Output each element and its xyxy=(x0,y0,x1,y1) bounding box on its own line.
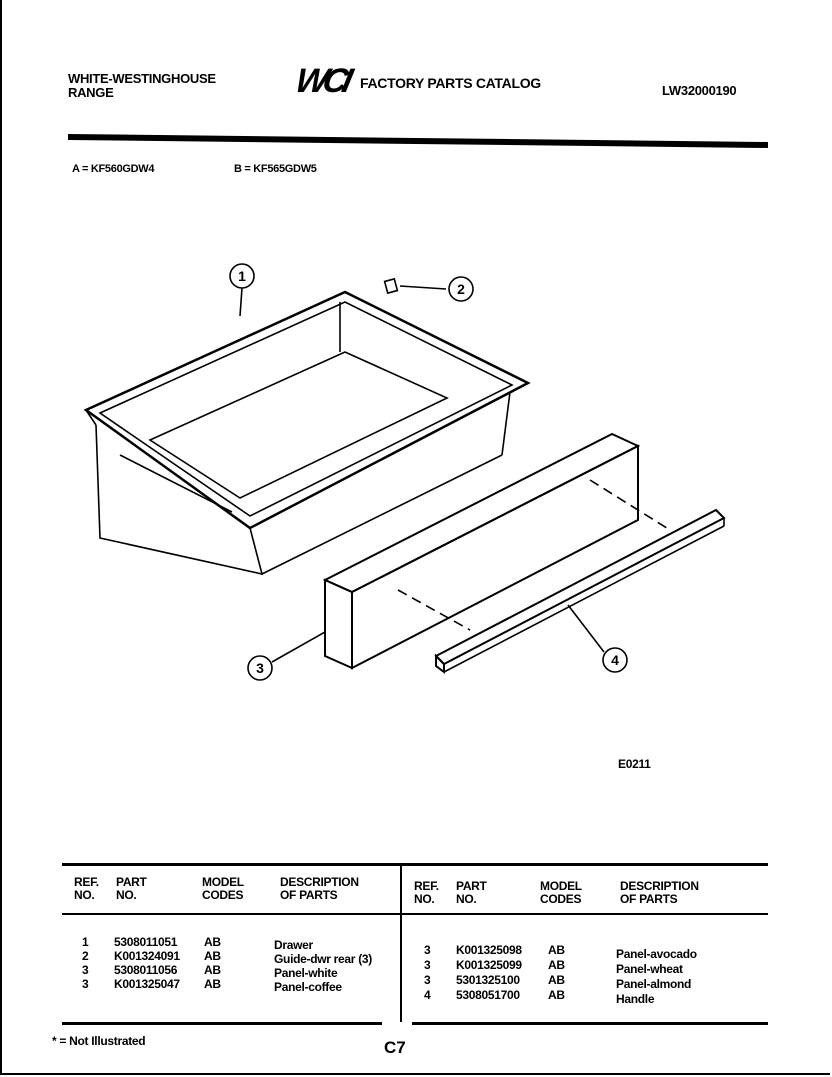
header-model: MODEL xyxy=(540,879,582,893)
header-description: DESCRIPTION xyxy=(620,879,699,893)
part-no: 5308051700 xyxy=(456,988,520,1002)
header-part: PART xyxy=(116,875,147,889)
table-bottom-rule-left xyxy=(62,1022,382,1025)
handle-part xyxy=(436,510,724,672)
table-top-rule xyxy=(62,863,768,866)
ref-no: 3 xyxy=(82,963,89,977)
brand-line1: WHITE-WESTINGHOUSE xyxy=(68,71,216,86)
page-number: C7 xyxy=(384,1038,406,1057)
panel-part xyxy=(325,434,670,668)
header-ref-no: NO. xyxy=(414,892,435,906)
part-no: K001325098 xyxy=(456,943,522,957)
part-no: 5301325100 xyxy=(456,973,520,987)
description: Handle xyxy=(616,992,655,1006)
callout-4-label: 4 xyxy=(611,652,619,668)
header-part-no: NO. xyxy=(116,888,137,902)
part-no: K001325047 xyxy=(114,977,180,991)
model-codes: AB xyxy=(548,958,565,972)
part-no: K001324091 xyxy=(114,949,180,963)
ref-no: 2 xyxy=(82,949,89,963)
drawing-code: E0211 xyxy=(618,757,651,771)
header-part-no: NO. xyxy=(456,892,477,906)
header-ref: REF. xyxy=(74,875,99,889)
header-description: DESCRIPTION xyxy=(280,875,359,889)
model-codes: AB xyxy=(548,943,565,957)
catalog-title: FACTORY PARTS CATALOG xyxy=(360,75,541,91)
description: Panel-coffee xyxy=(274,980,342,994)
table-divider xyxy=(400,866,402,1022)
table-header-rule xyxy=(62,913,768,915)
ref-no: 4 xyxy=(424,988,431,1002)
guide-part xyxy=(385,279,446,293)
ref-no: 3 xyxy=(424,958,431,972)
brand-line2: RANGE xyxy=(68,85,114,100)
ref-no: 1 xyxy=(82,935,89,949)
model-codes: AB xyxy=(204,963,221,977)
ref-no: 3 xyxy=(424,943,431,957)
description: Panel-almond xyxy=(616,977,692,991)
header-ref: REF. xyxy=(414,879,439,893)
header-part: PART xyxy=(456,879,487,893)
not-illustrated-note: * = Not Illustrated xyxy=(52,1034,146,1048)
model-codes: AB xyxy=(548,988,565,1002)
wci-logo: WCI xyxy=(292,62,352,100)
header-of-parts: OF PARTS xyxy=(620,892,678,906)
model-codes: AB xyxy=(204,977,221,991)
description: Panel-wheat xyxy=(616,962,683,976)
model-b: B = KF565GDW5 xyxy=(234,163,317,175)
table-bottom-rule-right xyxy=(412,1022,768,1025)
model-codes: AB xyxy=(204,949,221,963)
description: Panel-avocado xyxy=(616,947,697,961)
header-codes: CODES xyxy=(540,892,582,906)
header-codes: CODES xyxy=(202,888,244,902)
callout-2-label: 2 xyxy=(457,281,465,297)
model-codes: AB xyxy=(204,935,221,949)
header-model: MODEL xyxy=(202,875,244,889)
description: Guide-dwr rear (3) xyxy=(274,952,372,966)
callout-1-label: 1 xyxy=(238,268,246,284)
model-a: A = KF560GDW4 xyxy=(72,163,155,175)
part-no: K001325099 xyxy=(456,958,522,972)
part-no: 5308011051 xyxy=(114,935,178,949)
model-codes: AB xyxy=(548,973,565,987)
ref-no: 3 xyxy=(82,977,89,991)
callout-3-label: 3 xyxy=(256,660,264,676)
drawer-part xyxy=(86,292,528,574)
header-ref-no: NO. xyxy=(74,888,95,902)
header-of-parts: OF PARTS xyxy=(280,888,338,902)
description: Panel-white xyxy=(274,966,338,980)
part-no: 5308011056 xyxy=(114,963,178,977)
catalog-number: LW32000190 xyxy=(662,83,737,98)
description: Drawer xyxy=(274,938,313,952)
ref-no: 3 xyxy=(424,973,431,987)
